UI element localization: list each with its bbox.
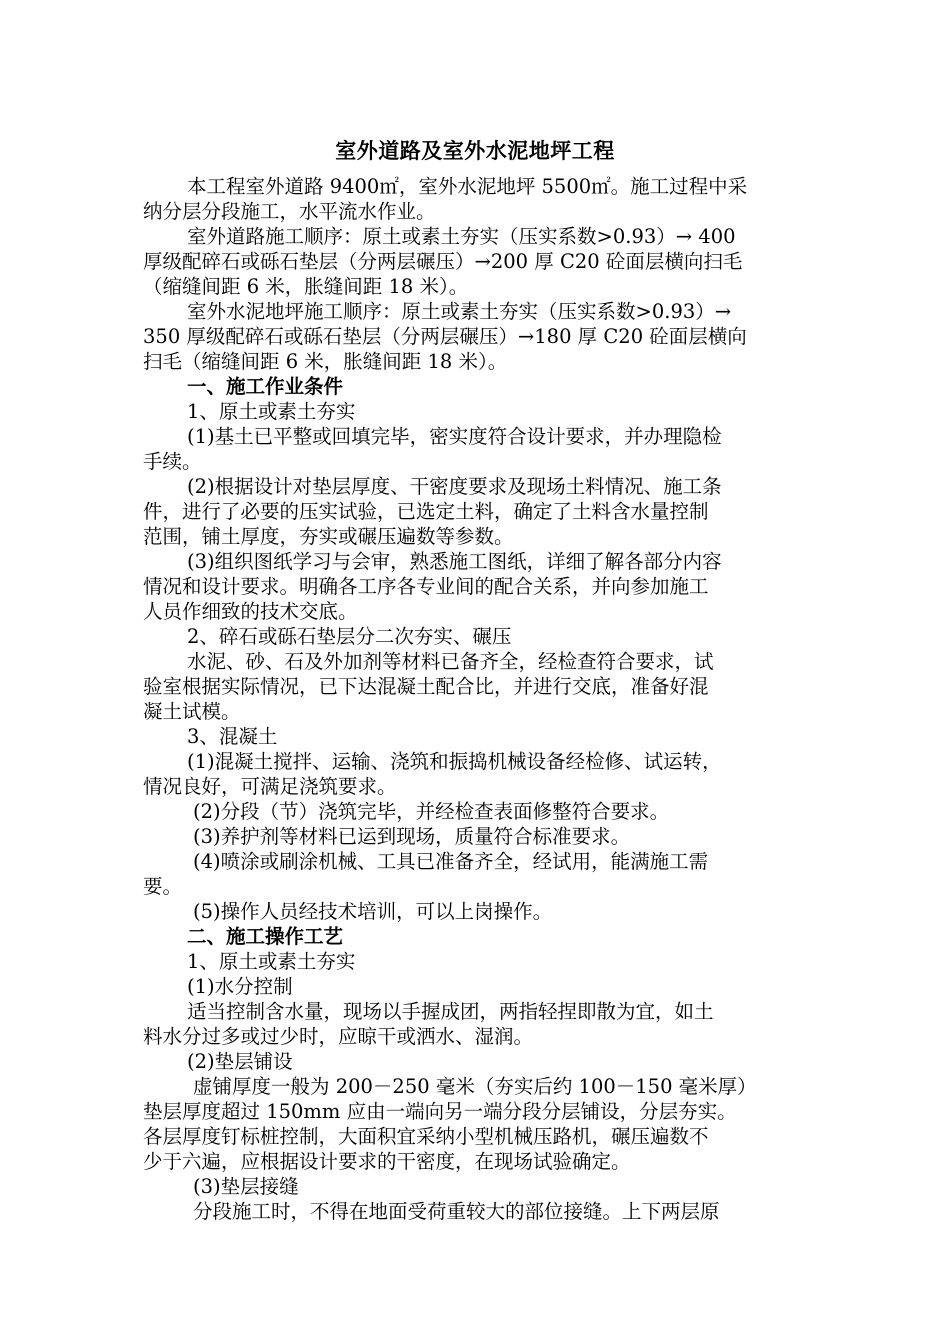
text-line: 各层厚度钉标桩控制，大面积宜采纳小型机械压路机，碾压遍数不 xyxy=(143,1125,709,1148)
text-line: 情况良好，可满足浇筑要求。 xyxy=(143,775,397,798)
text-line: (2)垫层铺设 xyxy=(187,1050,293,1073)
section-heading: 二、施工操作工艺 xyxy=(187,925,344,948)
text-line: 少于六遍，应根据设计要求的干密度，在现场试验确定。 xyxy=(143,1150,631,1173)
section-heading: 一、施工作业条件 xyxy=(187,375,344,398)
text-line: 适当控制含水量，现场以手握成团，两指轻捏即散为宜，如土 xyxy=(187,1000,714,1023)
text-line: (5)操作人员经技术培训，可以上岗操作。 xyxy=(193,900,553,923)
document-title: 室外道路及室外水泥地坪工程 xyxy=(335,138,615,163)
text-line: 纳分层分段施工，水平流水作业。 xyxy=(143,200,436,223)
text-line: 本工程室外道路 9400㎡，室外水泥地坪 5500㎡。施工过程中采 xyxy=(187,175,748,198)
text-line: 2、碎石或砾石垫层分二次夯实、碾压 xyxy=(187,625,512,648)
document-body xyxy=(143,174,807,1224)
text-line: 人员作细致的技术交底。 xyxy=(143,600,358,623)
text-line: 室外水泥地坪施工顺序：原土或素土夯实（压实系数>0.93）→ xyxy=(187,300,732,323)
text-line: (2)分段（节）浇筑完毕，并经检查表面修整符合要求。 xyxy=(193,800,670,823)
text-line: 1、原土或素土夯实 xyxy=(187,400,356,423)
text-line: 虚铺厚度一般为 200－250 毫米（夯实后约 100－150 毫米厚） xyxy=(193,1075,757,1098)
text-line: 料水分过多或过少时，应晾干或洒水、湿润。 xyxy=(143,1025,534,1048)
text-line: 手续。 xyxy=(143,450,202,473)
text-line: 厚级配碎石或砾石垫层（分两层碾压）→200 厚 C20 砼面层横向扫毛 xyxy=(143,250,743,273)
text-line: 分段施工时，不得在地面受荷重较大的部位接缝。上下两层原 xyxy=(193,1200,720,1223)
text-line: 3、混凝土 xyxy=(187,725,278,748)
text-line: 垫层厚度超过 150mm 应由一端向另一端分段分层铺设，分层夯实。 xyxy=(143,1100,737,1123)
text-line: 1、原土或素土夯实 xyxy=(187,950,356,973)
text-line: (2)根据设计对垫层厚度、干密度要求及现场土料情况、施工条 xyxy=(187,475,722,498)
text-line: (3)垫层接缝 xyxy=(193,1175,299,1198)
text-line: (1)水分控制 xyxy=(187,975,293,998)
text-line: 验室根据实际情况，已下达混凝土配合比，并进行交底，准备好混 xyxy=(143,675,709,698)
text-line: (1)混凝土搅拌、运输、浇筑和振捣机械设备经检修、试运转， xyxy=(187,750,722,773)
text-line: 室外道路施工顺序：原土或素土夯实（压实系数>0.93）→ 400 xyxy=(187,225,736,248)
text-line: 水泥、砂、石及外加剂等材料已备齐全，经检查符合要求，试 xyxy=(187,650,714,673)
text-line: (3)组织图纸学习与会审，熟悉施工图纸，详细了解各部分内容 xyxy=(187,550,722,573)
text-line: 要。 xyxy=(143,875,183,898)
text-line: (3)养护剂等材料已运到现场，质量符合标准要求。 xyxy=(193,825,631,848)
text-line: 情况和设计要求。明确各工序各专业间的配合关系，并向参加施工 xyxy=(143,575,709,598)
text-line: 350 厚级配碎石或砾石垫层（分两层碾压）→180 厚 C20 砼面层横向 xyxy=(143,325,747,348)
text-line: 范围，铺土厚度，夯实或碾压遍数等参数。 xyxy=(143,525,514,548)
text-line: （缩缝间距 6 米，胀缝间距 18 米）。 xyxy=(143,275,469,298)
text-line: (4)喷涂或刷涂机械、工具已准备齐全，经试用，能满施工需 xyxy=(193,850,709,873)
text-line: 扫毛（缩缝间距 6 米，胀缝间距 18 米）。 xyxy=(143,350,508,373)
text-line: 凝土试模。 xyxy=(143,700,241,723)
text-line: (1)基土已平整或回填完毕，密实度符合设计要求，并办理隐检 xyxy=(187,425,722,448)
text-line: 件，进行了必要的压实试验，已选定土料，确定了土料含水量控制 xyxy=(143,500,709,523)
